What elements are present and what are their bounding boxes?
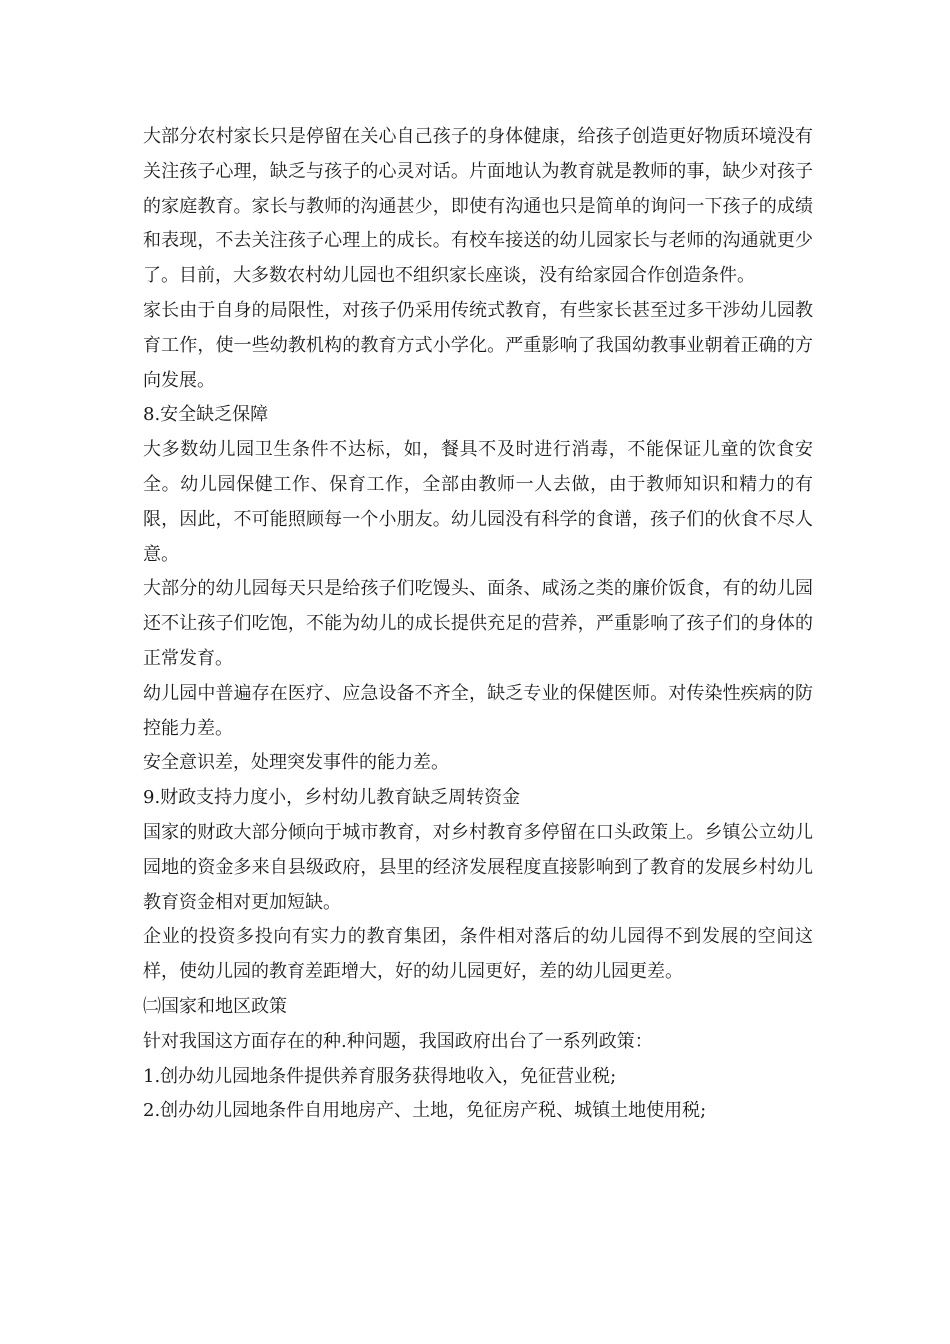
paragraph-parent-limitation: 家长由于自身的局限性，对孩子仍采用传统式教育，有些家长甚至过多干涉幼儿园教育工作，使一些幼教机构的教育方式小学化。严重影响了我国幼教事业朝着正确的方向发展。 <box>143 299 813 391</box>
paragraph-medical: 幼儿园中普遍存在医疗、应急设备不齐全，缺乏专业的保健医师。对传染性疾病的防控能力差。 <box>143 682 813 739</box>
section-heading-policy: ㈡国家和地区政策 <box>143 995 287 1017</box>
paragraph-investment: 企业的投资多投向有实力的教育集团，条件相对落后的幼儿园得不到发展的空间这样，使幼儿园的教育差距增大，好的幼儿园更好，差的幼儿园更差。 <box>143 926 813 983</box>
paragraph-parent-care: 大部分农村家长只是停留在关心自己孩子的身体健康，给孩子创造更好物质环境没有关注孩子心理，缺乏与孩子的心灵对话。片面地认为教育就是教师的事，缺少对孩子的家庭教育。家长与教师的沟通甚少，即使有沟通也只是简单的询问一下孩子的成绩和表现，不去关注孩子心理上的成长。有校车接送的幼儿园家长与老师的沟通就更少了。目前，大多数农村幼儿园也不组织家长座谈，没有给家园合作创造条件。 <box>143 126 813 287</box>
list-item-policy-2: 2.创办幼儿园地条件自用地房产、土地，免征房产税、城镇土地使用税; <box>143 1100 707 1122</box>
list-item-policy-1: 1.创办幼儿园地条件提供养育服务获得地收入，免征营业税; <box>143 1065 617 1087</box>
section-heading-safety: 8.安全缺乏保障 <box>143 404 269 426</box>
section-heading-finance: 9.财政支持力度小，乡村幼儿教育缺乏周转资金 <box>143 787 521 809</box>
document-body <box>143 120 813 1129</box>
paragraph-policy-intro: 针对我国这方面存在的种.种问题，我国政府出台了一系列政策： <box>143 1030 653 1052</box>
paragraph-state-finance: 国家的财政大部分倾向于城市教育，对乡村教育多停留在口头政策上。乡镇公立幼儿园地的资金多来自县级政府，县里的经济发展程度直接影响到了教育的发展乡村幼儿教育资金相对更加短缺。 <box>143 821 813 913</box>
paragraph-hygiene: 大多数幼儿园卫生条件不达标，如，餐具不及时进行消毒，不能保证儿童的饮食安全。幼儿园保健工作、保育工作，全部由教师一人去做，由于教师知识和精力的有限，因此，不可能照顾每一个小朋友。幼儿园没有科学的食谱，孩子们的伙食不尽人意。 <box>143 439 813 565</box>
paragraph-safety-awareness: 安全意识差，处理突发事件的能力差。 <box>143 752 449 774</box>
paragraph-nutrition: 大部分的幼儿园每天只是给孩子们吃馒头、面条、咸汤之类的廉价饭食，有的幼儿园还不让孩子们吃饱，不能为幼儿的成长提供充足的营养，严重影响了孩子们的身体的正常发育。 <box>143 578 813 669</box>
